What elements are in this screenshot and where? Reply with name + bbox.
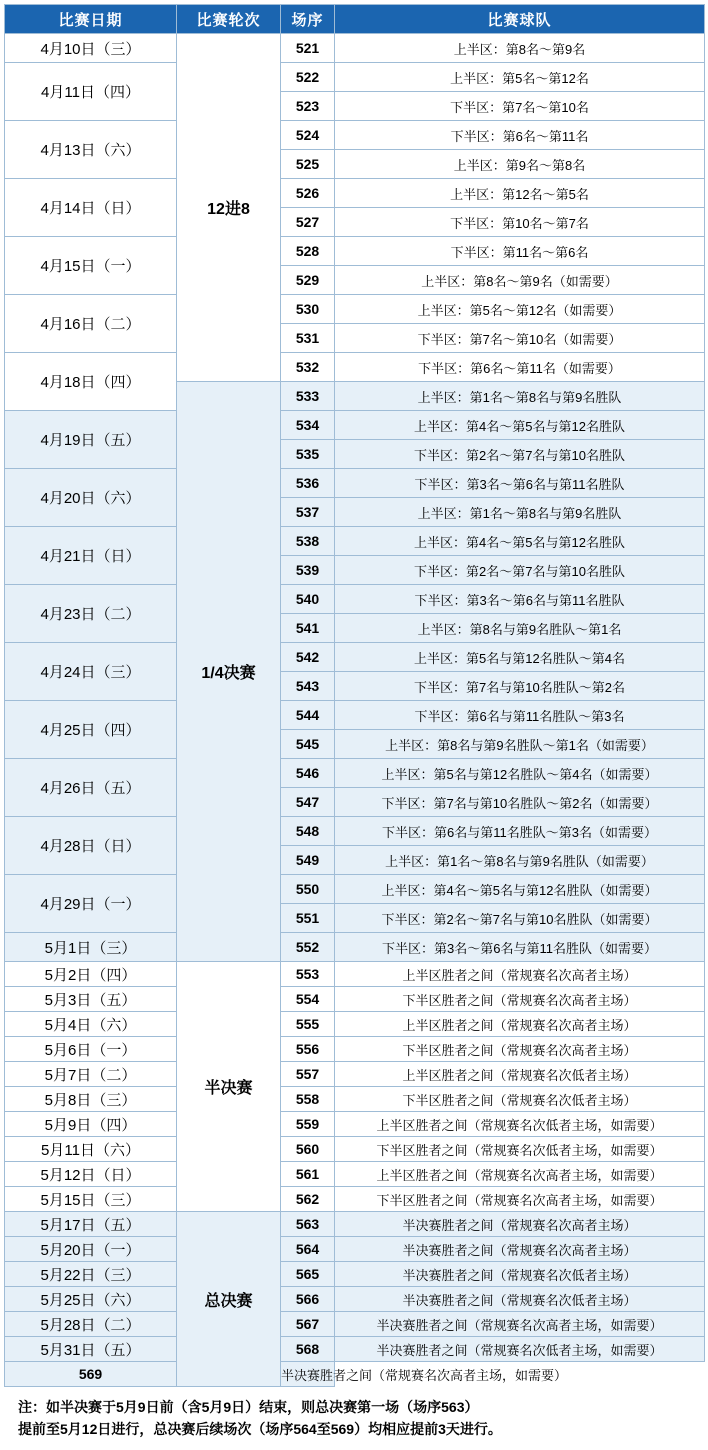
- cell-game-order: 528: [281, 237, 335, 266]
- cell-game-order: 562: [281, 1187, 335, 1212]
- cell-teams: 下半区：第6名与第11名胜队～第3名（如需要）: [335, 817, 705, 846]
- cell-date: 5月15日（三）: [5, 1187, 177, 1212]
- cell-teams: 上半区：第8名与第9名胜队～第1名（如需要）: [335, 730, 705, 759]
- cell-game-order: 542: [281, 643, 335, 672]
- table-row: [5, 34, 705, 63]
- cell-game-order: 529: [281, 266, 335, 295]
- table-row: [5, 1362, 705, 1387]
- cell-game-order: 534: [281, 411, 335, 440]
- cell-teams: 半决赛胜者之间（常规赛名次低者主场，如需要）: [335, 1337, 705, 1362]
- cell-game-order: 521: [281, 34, 335, 63]
- table-row: [5, 295, 705, 324]
- cell-teams: 半决赛胜者之间（常规赛名次高者主场，如需要）: [335, 1312, 705, 1337]
- footnote: [4, 1387, 704, 1450]
- cell-date: 5月28日（二）: [5, 1312, 177, 1337]
- cell-game-order: 532: [281, 353, 335, 382]
- cell-date: 5月1日（三）: [5, 933, 177, 962]
- cell-teams: 下半区胜者之间（常规赛名次高者主场，如需要）: [335, 1187, 705, 1212]
- cell-date: 4月16日（二）: [5, 295, 177, 353]
- cell-teams: 下半区：第2名～第7名与第10名胜队（如需要）: [335, 904, 705, 933]
- table-row: [5, 527, 705, 556]
- cell-game-order: 536: [281, 469, 335, 498]
- cell-teams: 下半区：第6名～第11名: [335, 121, 705, 150]
- cell-date: 4月23日（二）: [5, 585, 177, 643]
- cell-game-order: 549: [281, 846, 335, 875]
- table-row: [5, 585, 705, 614]
- table-row: [5, 1262, 705, 1287]
- cell-date: 4月19日（五）: [5, 411, 177, 469]
- cell-date: 4月28日（日）: [5, 817, 177, 875]
- cell-date: 5月25日（六）: [5, 1287, 177, 1312]
- cell-game-order: 524: [281, 121, 335, 150]
- cell-date: 5月31日（五）: [5, 1337, 177, 1362]
- cell-game-order: 558: [281, 1087, 335, 1112]
- cell-game-order: 569: [5, 1362, 177, 1387]
- cell-teams: 上半区：第8名～第9名（如需要）: [335, 266, 705, 295]
- table-row: [5, 701, 705, 730]
- cell-teams: 半决赛胜者之间（常规赛名次高者主场，如需要）: [281, 1362, 335, 1387]
- cell-date: 5月4日（六）: [5, 1012, 177, 1037]
- cell-game-order: 541: [281, 614, 335, 643]
- cell-teams: 下半区：第7名～第10名: [335, 92, 705, 121]
- cell-teams: 上半区：第5名与第12名胜队～第4名（如需要）: [335, 759, 705, 788]
- cell-game-order: 563: [281, 1212, 335, 1237]
- cell-game-order: 537: [281, 498, 335, 527]
- table-row: [5, 1037, 705, 1062]
- cell-game-order: 544: [281, 701, 335, 730]
- cell-teams: 上半区：第12名～第5名: [335, 179, 705, 208]
- cell-teams: 上半区：第5名～第12名: [335, 63, 705, 92]
- cell-game-order: 546: [281, 759, 335, 788]
- cell-game-order: 539: [281, 556, 335, 585]
- cell-date: 5月22日（三）: [5, 1262, 177, 1287]
- cell-teams: 下半区：第7名～第10名（如需要）: [335, 324, 705, 353]
- column-header-date: 比赛日期: [5, 5, 177, 34]
- cell-game-order: 545: [281, 730, 335, 759]
- cell-date: 5月2日（四）: [5, 962, 177, 987]
- cell-date: 4月18日（四）: [5, 353, 177, 411]
- table-row: [5, 353, 705, 382]
- cell-teams: 下半区：第10名～第7名: [335, 208, 705, 237]
- table-row: [5, 237, 705, 266]
- table-row: [5, 759, 705, 788]
- footnote-line-2: 提前至5月12日进行，总决赛后续场次（场序564至569）均相应提前3天进行。: [18, 1420, 502, 1437]
- cell-date: 4月13日（六）: [5, 121, 177, 179]
- cell-game-order: 535: [281, 440, 335, 469]
- cell-game-order: 523: [281, 92, 335, 121]
- cell-teams: 下半区：第2名～第7名与第10名胜队: [335, 440, 705, 469]
- table-row: [5, 179, 705, 208]
- cell-date: 5月8日（三）: [5, 1087, 177, 1112]
- cell-date: 4月26日（五）: [5, 759, 177, 817]
- cell-game-order: 548: [281, 817, 335, 846]
- cell-game-order: 540: [281, 585, 335, 614]
- table-row: [5, 875, 705, 904]
- cell-game-order: 559: [281, 1112, 335, 1137]
- cell-teams: 上半区胜者之间（常规赛名次低者主场）: [335, 1062, 705, 1087]
- cell-teams: 上半区胜者之间（常规赛名次高者主场）: [335, 962, 705, 987]
- table-row: [5, 1187, 705, 1212]
- table-row: [5, 1337, 705, 1362]
- cell-teams: 上半区：第4名～第5名与第12名胜队（如需要）: [335, 875, 705, 904]
- cell-game-order: 565: [281, 1262, 335, 1287]
- table-row: [5, 643, 705, 672]
- cell-date: 5月7日（二）: [5, 1062, 177, 1087]
- cell-date: 5月17日（五）: [5, 1212, 177, 1237]
- cell-round: 1/4决赛: [177, 382, 281, 962]
- table-row: [5, 1062, 705, 1087]
- cell-date: 5月3日（五）: [5, 987, 177, 1012]
- cell-teams: 上半区：第1名～第8名与第9名胜队: [335, 498, 705, 527]
- cell-round: 半决赛: [177, 962, 281, 1212]
- table-row: [5, 121, 705, 150]
- cell-teams: 上半区：第4名～第5名与第12名胜队: [335, 527, 705, 556]
- cell-game-order: 538: [281, 527, 335, 556]
- cell-date: 5月11日（六）: [5, 1137, 177, 1162]
- cell-date: 5月6日（一）: [5, 1037, 177, 1062]
- cell-teams: 下半区胜者之间（常规赛名次低者主场）: [335, 1087, 705, 1112]
- cell-round: 总决赛: [177, 1212, 281, 1387]
- cell-game-order: 568: [281, 1337, 335, 1362]
- table-header: [5, 5, 705, 34]
- cell-date: 4月25日（四）: [5, 701, 177, 759]
- cell-date: 4月21日（日）: [5, 527, 177, 585]
- table-row: [5, 933, 705, 962]
- table-row: [5, 63, 705, 92]
- cell-game-order: 547: [281, 788, 335, 817]
- cell-teams: 上半区：第1名～第8名与第9名胜队（如需要）: [335, 846, 705, 875]
- cell-teams: 上半区：第4名～第5名与第12名胜队: [335, 411, 705, 440]
- cell-date: 5月20日（一）: [5, 1237, 177, 1262]
- cell-game-order: 543: [281, 672, 335, 701]
- cell-teams: 上半区：第9名～第8名: [335, 150, 705, 179]
- footnote-line-1: 注：如半决赛于5月9日前（含5月9日）结束，则总决赛第一场（场序563）: [18, 1399, 479, 1415]
- cell-teams: 下半区：第3名～第6名与第11名胜队（如需要）: [335, 933, 705, 962]
- table-row: [5, 962, 705, 987]
- table-row: [5, 1312, 705, 1337]
- cell-teams: 下半区胜者之间（常规赛名次高者主场）: [335, 1037, 705, 1062]
- cell-game-order: 527: [281, 208, 335, 237]
- cell-game-order: 550: [281, 875, 335, 904]
- cell-teams: 下半区：第6名与第11名胜队～第3名: [335, 701, 705, 730]
- cell-game-order: 554: [281, 987, 335, 1012]
- cell-teams: 半决赛胜者之间（常规赛名次低者主场）: [335, 1287, 705, 1312]
- column-header-round: 比赛轮次: [177, 5, 281, 34]
- cell-teams: 上半区：第8名～第9名: [335, 34, 705, 63]
- cell-date: 4月20日（六）: [5, 469, 177, 527]
- cell-game-order: 552: [281, 933, 335, 962]
- cell-teams: 上半区：第5名～第12名（如需要）: [335, 295, 705, 324]
- cell-teams: 下半区胜者之间（常规赛名次低者主场，如需要）: [335, 1137, 705, 1162]
- cell-game-order: 561: [281, 1162, 335, 1187]
- cell-teams: 上半区：第1名～第8名与第9名胜队: [335, 382, 705, 411]
- table-row: [5, 987, 705, 1012]
- cell-teams: 上半区胜者之间（常规赛名次高者主场，如需要）: [335, 1162, 705, 1187]
- table-body: [5, 34, 705, 1387]
- cell-game-order: 551: [281, 904, 335, 933]
- table-row: [5, 411, 705, 440]
- cell-teams: 上半区胜者之间（常规赛名次高者主场）: [335, 1012, 705, 1037]
- header-row: [5, 5, 705, 34]
- cell-teams: 上半区胜者之间（常规赛名次低者主场，如需要）: [335, 1112, 705, 1137]
- column-header-order: 场序: [281, 5, 335, 34]
- table-row: [5, 817, 705, 846]
- cell-teams: 下半区：第3名～第6名与第11名胜队: [335, 585, 705, 614]
- table-row: [5, 1012, 705, 1037]
- table-row: [5, 1112, 705, 1137]
- table-row: [5, 1137, 705, 1162]
- cell-game-order: 557: [281, 1062, 335, 1087]
- cell-game-order: 564: [281, 1237, 335, 1262]
- cell-round: 12进8: [177, 34, 281, 382]
- cell-date: 4月14日（日）: [5, 179, 177, 237]
- cell-game-order: 560: [281, 1137, 335, 1162]
- table-row: [5, 1212, 705, 1237]
- cell-teams: 下半区：第3名～第6名与第11名胜队: [335, 469, 705, 498]
- cell-date: 4月11日（四）: [5, 63, 177, 121]
- cell-teams: 下半区：第11名～第6名: [335, 237, 705, 266]
- table-row: [5, 1162, 705, 1187]
- cell-teams: 下半区：第2名～第7名与第10名胜队: [335, 556, 705, 585]
- cell-date: 4月24日（三）: [5, 643, 177, 701]
- cell-game-order: 556: [281, 1037, 335, 1062]
- cell-game-order: 526: [281, 179, 335, 208]
- cell-date: 5月9日（四）: [5, 1112, 177, 1137]
- schedule-table: [4, 4, 705, 1387]
- table-row: [5, 469, 705, 498]
- cell-game-order: 525: [281, 150, 335, 179]
- cell-game-order: 531: [281, 324, 335, 353]
- cell-date: 4月10日（三）: [5, 34, 177, 63]
- cell-date: 5月12日（日）: [5, 1162, 177, 1187]
- cell-date: 4月15日（一）: [5, 237, 177, 295]
- cell-game-order: 555: [281, 1012, 335, 1037]
- table-row: [5, 1287, 705, 1312]
- cell-teams: 下半区：第6名～第11名（如需要）: [335, 353, 705, 382]
- table-row: [5, 1237, 705, 1262]
- cell-date: 4月29日（一）: [5, 875, 177, 933]
- cell-teams: 半决赛胜者之间（常规赛名次高者主场）: [335, 1212, 705, 1237]
- cell-teams: 半决赛胜者之间（常规赛名次低者主场）: [335, 1262, 705, 1287]
- cell-teams: 下半区胜者之间（常规赛名次高者主场）: [335, 987, 705, 1012]
- cell-game-order: 522: [281, 63, 335, 92]
- cell-teams: 上半区：第8名与第9名胜队～第1名: [335, 614, 705, 643]
- cell-game-order: 533: [281, 382, 335, 411]
- cell-game-order: 553: [281, 962, 335, 987]
- cell-game-order: 566: [281, 1287, 335, 1312]
- cell-teams: 下半区：第7名与第10名胜队～第2名: [335, 672, 705, 701]
- cell-game-order: 567: [281, 1312, 335, 1337]
- cell-teams: 上半区：第5名与第12名胜队～第4名: [335, 643, 705, 672]
- cell-teams: 半决赛胜者之间（常规赛名次高者主场）: [335, 1237, 705, 1262]
- cell-teams: 下半区：第7名与第10名胜队～第2名（如需要）: [335, 788, 705, 817]
- table-row: [5, 1087, 705, 1112]
- column-header-teams: 比赛球队: [335, 5, 705, 34]
- cell-game-order: 530: [281, 295, 335, 324]
